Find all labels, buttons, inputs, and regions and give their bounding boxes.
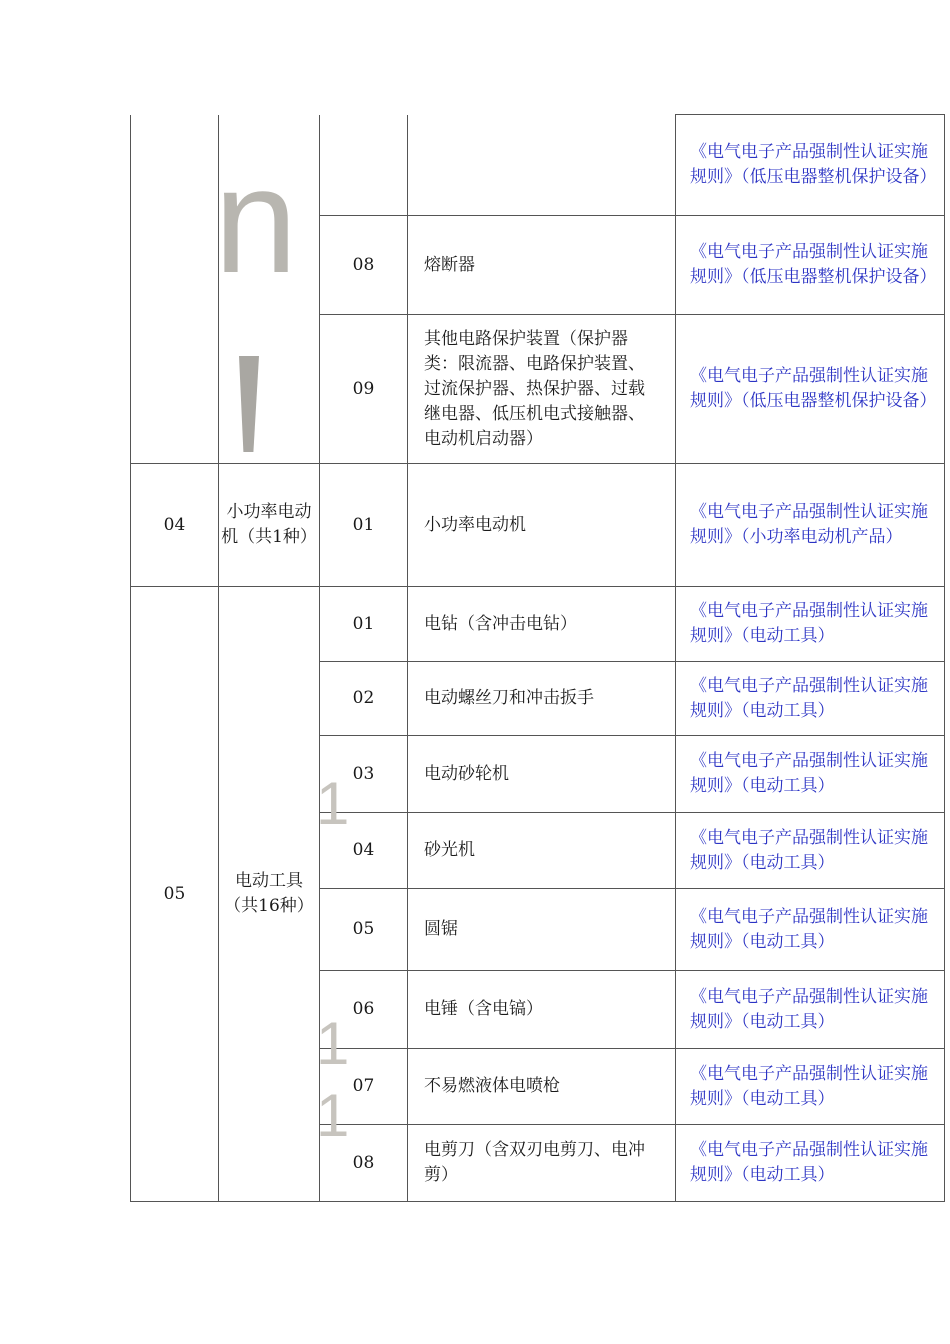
table-row [131,587,945,662]
table-row [131,464,945,587]
rule-reference-cell: 《电气电子产品强制性认证实施规则》（电动工具） [676,587,945,662]
sub-number-cell: 02 [320,662,408,736]
rule-reference-cell: 《电气电子产品强制性认证实施规则》（电动工具） [676,1125,945,1202]
rule-reference-cell: 《电气电子产品强制性认证实施规则》（电动工具） [676,971,945,1049]
product-name-cell: 砂光机 [408,813,676,889]
rule-reference-cell: 《电气电子产品强制性认证实施规则》（低压电器整机保护设备） [676,216,945,315]
rule-reference-cell: 《电气电子产品强制性认证实施规则》（电动工具） [676,1049,945,1125]
rule-reference-cell: 《电气电子产品强制性认证实施规则》（电动工具） [676,736,945,813]
product-name-cell: 熔断器 [408,216,676,315]
group-number-cell: 04 [131,464,219,587]
category-cell: 电动工具（共16种） [219,587,320,1202]
sub-number-cell: 01 [320,587,408,662]
rule-reference-cell: 《电气电子产品强制性认证实施规则》（电动工具） [676,662,945,736]
sub-number-cell: 07 [320,1049,408,1125]
sub-number-cell: 05 [320,889,408,971]
rule-reference-cell: 《电气电子产品强制性认证实施规则》（电动工具） [676,813,945,889]
product-name-cell: 圆锯 [408,889,676,971]
sub-number-cell: 04 [320,813,408,889]
product-name-cell: 不易燃液体电喷枪 [408,1049,676,1125]
watermark-digit-one: 1 [316,1010,350,1077]
table-row [131,115,945,216]
product-name-cell: 电动砂轮机 [408,736,676,813]
product-name-cell: 电剪刀（含双刃电剪刀、电冲剪） [408,1125,676,1202]
group-number-cell [131,115,219,464]
sub-number-cell: 01 [320,464,408,587]
sub-number-cell: 06 [320,971,408,1049]
rule-reference-cell: 《电气电子产品强制性认证实施规则》（小功率电动机产品） [676,464,945,587]
sub-number-cell: 09 [320,315,408,464]
product-name-cell [408,115,676,216]
sub-number-cell [320,115,408,216]
rule-reference-cell: 《电气电子产品强制性认证实施规则》（低压电器整机保护设备） [676,315,945,464]
product-name-cell: 电钻（含冲击电钻） [408,587,676,662]
certification-catalog-table [130,114,945,1202]
sub-number-cell: 08 [320,1125,408,1202]
rule-reference-cell: 《电气电子产品强制性认证实施规则》（低压电器整机保护设备） [676,115,945,216]
watermark-letter-n: n [214,136,298,304]
watermark-digit-one: 1 [316,1082,350,1149]
group-number-cell: 05 [131,587,219,1202]
watermark-digit-one: 1 [316,770,350,837]
sub-number-cell: 08 [320,216,408,315]
product-name-cell: 电锤（含电镐） [408,971,676,1049]
rule-reference-cell: 《电气电子产品强制性认证实施规则》（电动工具） [676,889,945,971]
product-name-cell: 小功率电动机 [408,464,676,587]
product-name-cell: 其他电路保护装置（保护器类：限流器、电路保护装置、过流保护器、热保护器、过载继电器、低压机电式接触器、电动机启动器） [408,315,676,464]
product-name-cell: 电动螺丝刀和冲击扳手 [408,662,676,736]
category-cell: 小功率电动机（共1种） [219,464,320,587]
sub-number-cell: 03 [320,736,408,813]
category-cell [219,115,320,464]
